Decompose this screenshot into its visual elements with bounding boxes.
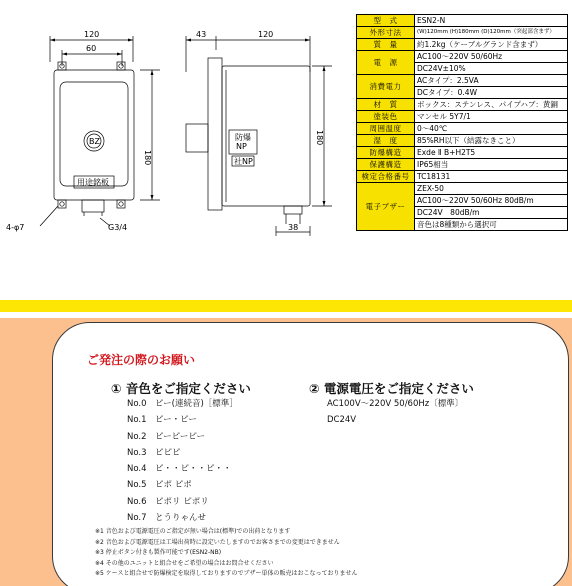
spec-value-line: TC18131: [417, 172, 451, 181]
tone-item: No.3 ピピピ: [127, 447, 181, 458]
spec-row: [357, 39, 568, 51]
tone-item: No.0 ピー(連続音)［標準］: [127, 399, 238, 409]
spec-key: 質 量: [357, 39, 415, 51]
spec-value-line: ZEX-50: [417, 184, 444, 193]
spec-row: [357, 51, 568, 75]
spec-value-line: DC24V±10%: [415, 62, 567, 74]
spec-value-line: DCタイプ：0.4W: [415, 86, 567, 98]
plate-line1: 防爆: [235, 133, 251, 142]
spec-value-line: ACタイプ：2.5VA: [417, 76, 479, 85]
spec-key: 電子ブザー: [357, 183, 415, 231]
spec-row: [357, 99, 568, 111]
spec-value-line: (W)120mm (H)180mm (D)120mm（突起部含まず）: [417, 29, 555, 35]
dim-front-height: 180: [143, 150, 152, 166]
spec-value: [415, 147, 568, 159]
spec-value: [415, 159, 568, 171]
spec-value-line: AC100～220V 50/60Hz 80dB/m: [415, 194, 567, 206]
dim-side-bottom: 38: [288, 223, 299, 232]
spec-value-line: 0～40℃: [417, 124, 448, 133]
note-item: ※4 その他のユニットと組合せをご希望の場合はお問合せください: [95, 559, 274, 567]
plate-line3: 社NP: [234, 157, 253, 166]
technical-drawing: [0, 0, 350, 270]
spec-value-line: ボックス：ステンレス、パイプハブ：黄銅: [417, 100, 558, 109]
tone-item: No.5 ピポ ピポ: [127, 480, 192, 491]
tone-item: No.1 ピー・ピー: [127, 415, 197, 426]
spec-key: 周囲温度: [357, 123, 415, 135]
tone-item: No.7 とうりゃんせ: [127, 513, 207, 524]
spec-value: [415, 51, 568, 75]
spec-key: 外形寸法: [357, 27, 415, 39]
spec-value: [415, 123, 568, 135]
spec-key: 保護構造: [357, 159, 415, 171]
dim-front-inner-width: 60: [86, 44, 97, 53]
voltage-section-title: ② 電源電圧をご指定ください: [309, 381, 474, 396]
spec-value-line: IP65相当: [417, 160, 449, 169]
spec-table: [356, 14, 568, 231]
spec-key: 検定合格番号: [357, 171, 415, 183]
spec-value: [415, 111, 568, 123]
spec-value: [415, 183, 568, 231]
button-label: BZ: [89, 137, 100, 146]
spec-key: 消費電力: [357, 75, 415, 99]
spec-row: [357, 183, 568, 231]
notice-title: ご発注の際のお願い: [87, 353, 196, 367]
order-notice-card: [52, 322, 569, 586]
dim-side-width: 120: [258, 30, 274, 39]
spec-value-line: ESN2-N: [417, 16, 446, 25]
nameplate-label: 用途銘板: [77, 178, 109, 187]
spec-row: [357, 135, 568, 147]
spec-row: [357, 27, 568, 39]
spec-value: [415, 75, 568, 99]
spec-value: [415, 135, 568, 147]
spec-key: 防爆構造: [357, 147, 415, 159]
spec-value: [415, 15, 568, 27]
note-item: ※1 音色および電源電圧のご指定が無い場合は(標準)での出荷となります: [95, 528, 291, 535]
spec-value-line: マンセル 5Y7/1: [417, 112, 471, 121]
tone-item: No.4 ピ・・ピ・・ピ・・: [127, 464, 232, 475]
spec-key: 湿 度: [357, 135, 415, 147]
spec-row: [357, 123, 568, 135]
tone-item: No.2 ピーピーピー: [127, 431, 206, 442]
spec-value: [415, 39, 568, 51]
spec-row: [357, 159, 568, 171]
spec-value-line: 85%RH以下（結露なきこと）: [417, 136, 520, 145]
spec-row: [357, 171, 568, 183]
note-item: ※5 ケースと組合せで防爆検定を取得しておりますのでブザー単体の販売はおこなっておりません: [95, 570, 358, 577]
spec-value-line: 約1.2kg（ケーブルグランド含まず）: [417, 40, 543, 49]
thread-label: G3/4: [108, 223, 128, 232]
note-item: ※2 音色および電源電圧は工場出荷時に設定いたしますのでお客さまでの変更はできません: [95, 538, 340, 546]
spec-value-line: AC100～220V 50/60Hz: [417, 52, 503, 61]
spec-row: [357, 15, 568, 27]
spec-table-body: [357, 15, 568, 231]
tone-section-title: ① 音色をご指定ください: [111, 381, 251, 396]
spec-row: [357, 147, 568, 159]
spec-key: 材 質: [357, 99, 415, 111]
plate-line2: NP: [236, 142, 247, 151]
notes-list: [95, 527, 357, 580]
spec-row: [357, 75, 568, 99]
spec-value: [415, 99, 568, 111]
dim-side-height: 180: [315, 130, 324, 146]
spec-value-line: DC24V 80dB/m: [415, 206, 567, 218]
spec-value-line: 音色は8種類から選択可: [415, 218, 567, 230]
dim-side-depth: 43: [196, 30, 207, 39]
spec-key: 型 式: [357, 15, 415, 27]
tone-item: No.6 ピポリ ピポリ: [127, 496, 209, 507]
spec-value: [415, 171, 568, 183]
note-item: ※3 停止ボタン付きも製作可能です(ESN2-NB): [95, 549, 222, 556]
voltage-item: AC100V～220V 50/60Hz〔標準〕: [327, 399, 464, 409]
spec-key: 塗装色: [357, 111, 415, 123]
spec-key: 電 源: [357, 51, 415, 75]
hole-label: 4-φ7: [6, 223, 25, 232]
spec-value-line: Exde Ⅱ B+H2T5: [417, 148, 476, 157]
spec-value: [415, 27, 568, 39]
voltage-item: DC24V: [327, 415, 357, 426]
yellow-band: [0, 300, 572, 312]
dimension-drawing: [0, 0, 350, 270]
tone-list: [127, 396, 238, 526]
voltage-list: [327, 396, 463, 429]
dim-front-width: 120: [84, 30, 100, 39]
spec-row: [357, 111, 568, 123]
